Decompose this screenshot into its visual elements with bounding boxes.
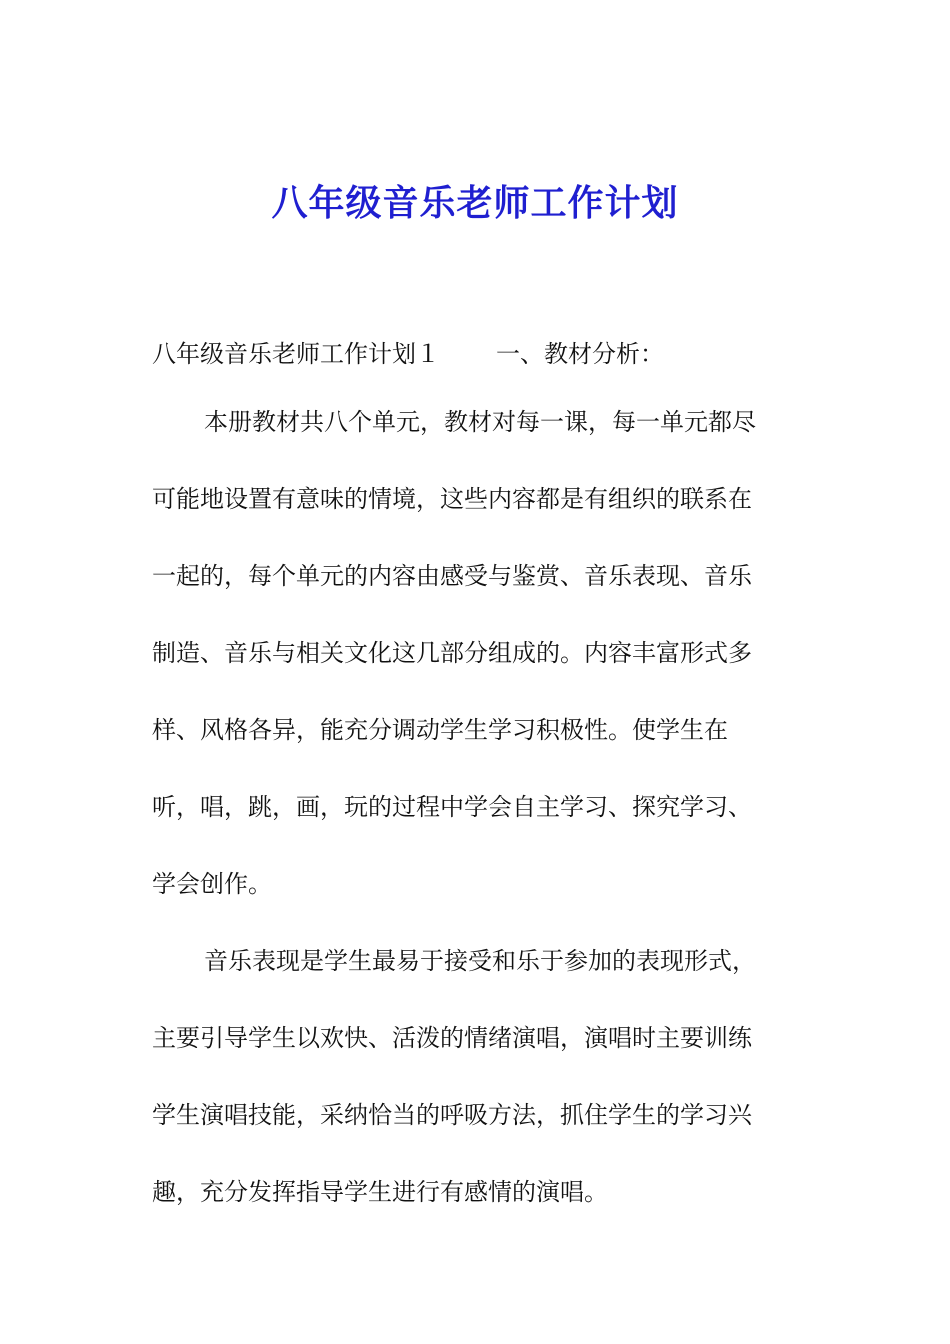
paragraph-line: 学生演唱技能，采纳恰当的呼吸方法，抓住学生的学习兴 — [152, 1101, 752, 1129]
paragraph-line: 制造、音乐与相关文化这几部分组成的。内容丰富形式多 — [152, 639, 752, 667]
paragraph-line: 听，唱，跳，画，玩的过程中学会自主学习、探究学习、 — [152, 793, 752, 821]
paragraph-1 — [152, 399, 792, 938]
document-title: 八年级音乐老师工作计划 — [271, 182, 679, 224]
paragraph-line: 样、风格各异，能充分调动学生学习积极性。使学生在 — [152, 716, 728, 744]
intro-label: 八年级音乐老师工作计划１ — [152, 340, 440, 368]
paragraph-line: 趣，充分发挥指导学生进行有感情的演唱。 — [152, 1178, 608, 1206]
paragraph-line: 主要引导学生以欢快、活泼的情绪演唱，演唱时主要训练 — [152, 1024, 752, 1052]
paragraph-line: 音乐表现是学生最易于接受和乐于参加的表现形式， — [204, 947, 756, 975]
paragraph-line: 本册教材共八个单元，教材对每一课，每一单元都尽 — [204, 408, 756, 436]
paragraph-line: 学会创作。 — [152, 870, 272, 898]
intro-line — [152, 331, 792, 399]
section-heading: 一、教材分析： — [496, 340, 664, 368]
paragraph-line: 可能地设置有意味的情境，这些内容都是有组织的联系在 — [152, 485, 752, 513]
paragraph-line: 一起的，每个单元的内容由感受与鉴赏、音乐表现、音乐 — [152, 562, 752, 590]
paragraph-2 — [152, 938, 792, 1246]
document-body — [152, 331, 792, 1246]
